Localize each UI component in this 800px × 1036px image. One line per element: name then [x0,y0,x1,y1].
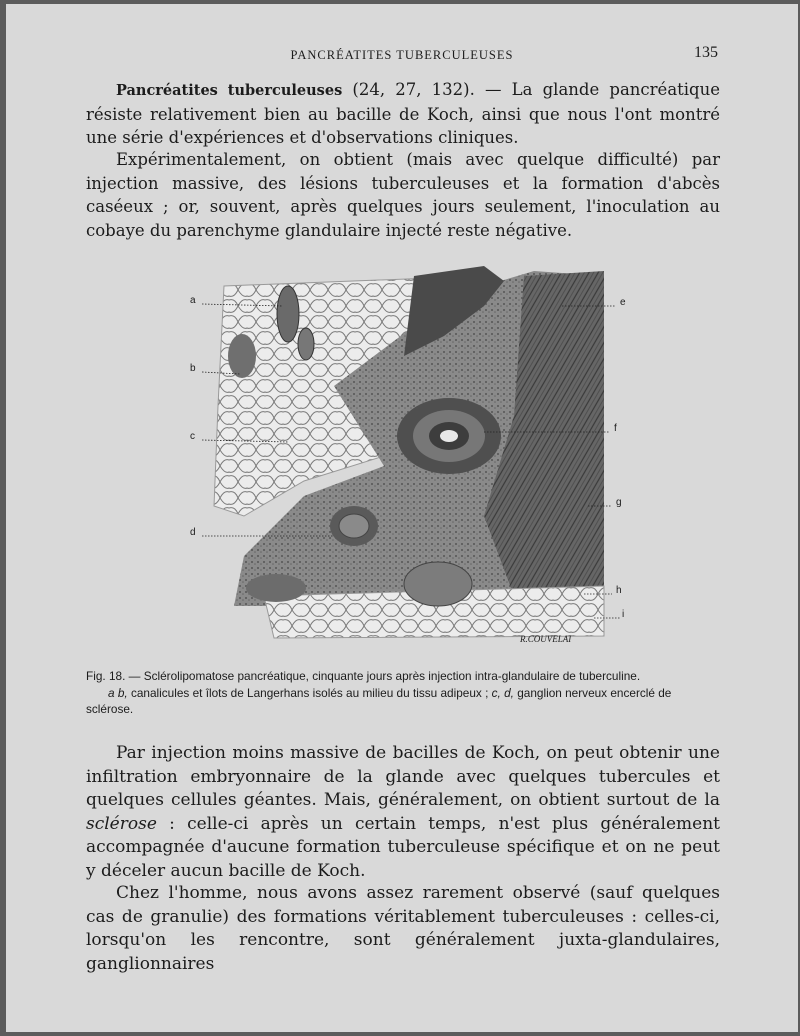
paragraph-human-text: Chez l'homme, nous avons assez rarement observé (sauf quelques cas de granulie) des formations véritablement tuberculeuses : celles-ci, lorsqu'on les rencontre, sont généralement juxta-glandulaires, ganglionnaires [86,883,720,974]
artist-signature: R.COUVELAI [520,634,572,644]
figure-label-g: g [616,497,622,508]
section-heading: Pancréatites tuberculeuses [116,82,343,99]
paragraph-sclerosis-italic: sclérose [86,813,157,834]
paragraph-human [86,882,720,976]
paragraph-experimental [86,148,720,242]
figure-label-h: h [616,585,622,596]
caption-line1: — Sclérolipomatose pancréatique, cinquante jours après injection intra-glandulaire de tuberculine. [125,669,641,683]
caption-line3: ganglion nerveux encerclé de sclérose. [86,685,672,716]
running-title: PANCRÉATITES TUBERCULEUSES [290,48,514,62]
caption-ab: a b, [108,685,128,700]
book-page [6,4,798,1032]
figure-label-a: a [190,295,196,306]
figure-label-d: d [190,527,196,538]
caption-cd: c, d, [491,685,514,700]
histology-illustration [184,266,630,656]
intro-paragraph [86,78,720,150]
figure-caption [86,668,720,718]
caption-number: Fig. 18. [86,669,126,683]
paragraph-sclerosis [86,742,720,884]
paragraph-sclerosis-before: Par injection moins massive de bacilles de Koch, on peut obtenir une infiltration embryonnaire de la glande avec quelques tubercules et quelques cellules géantes. Mais, généralement, on obtient surtout de la [86,743,720,811]
figure-label-i: i [622,609,625,620]
paragraph-sclerosis-after: : celle-ci après un certain temps, n'est plus généralement accompagnée d'aucune formation tuberculeuse spécifique et on ne peut y déceler aucun bacille de Koch. [86,813,720,881]
paragraph-experimental-text: Expérimentalement, on obtient (mais avec quelque difficulté) par injection massive, des lésions tuberculeuses et la formation d'abcès caséeux ; or, souvent, après quelques jours seulement, l'inoculation au cobaye du parenchyme glandulaire injecté reste négative. [86,150,720,240]
figure-label-e: e [620,297,626,308]
canaliculus [277,286,299,342]
section-references: (24, 27, 132). [352,80,475,99]
figure-label-f: f [614,423,617,434]
figure-label-c: c [190,431,195,442]
figure-label-b: b [190,363,196,374]
caption-line2: canalicules et îlots de Langerhans isolés au milieu du tissu adipeux ; [127,685,489,700]
intro-text: — La glande pancréatique résiste relativement bien au bacille de Koch, ainsi que nous l'ont montré une série d'expériences et d'observations cliniques. [86,80,721,147]
page-number: 135 [694,44,718,61]
histology-figure [184,266,630,656]
